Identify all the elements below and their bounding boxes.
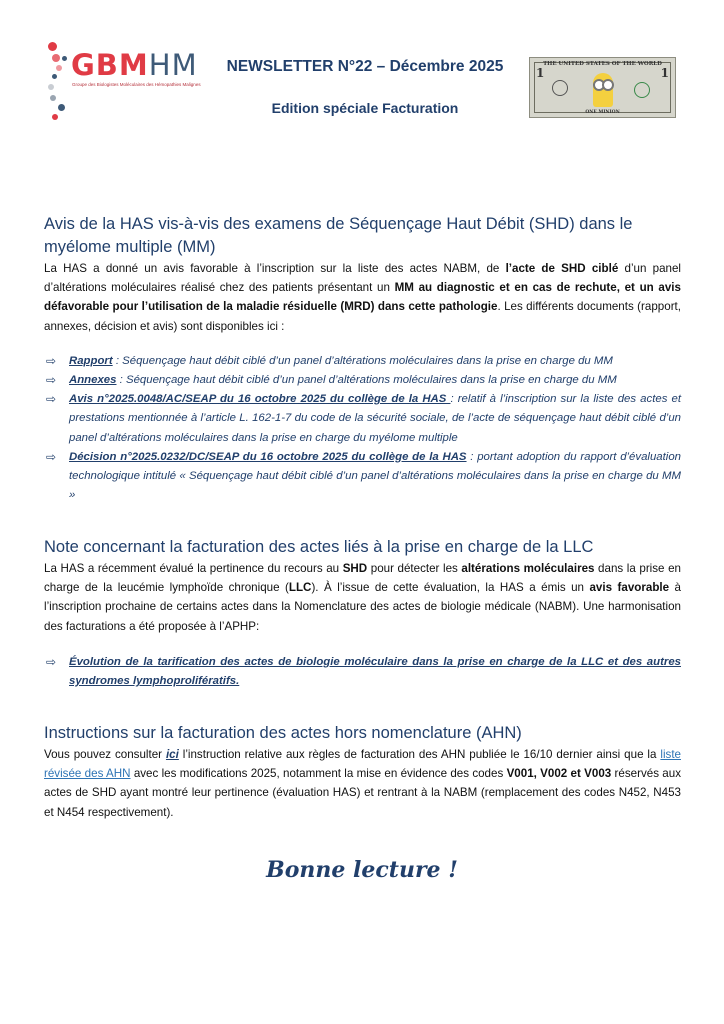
list-item: ⇨ Décision n°2025.0232/DC/SEAP du 16 octobre 2025 du collège de la HAS : portant adoption du rapport d’évaluation technologique intitulé « Séquençage haut débit ciblé d’un panel d’altérations moléculaires dans la prise en charge du MM »	[46, 449, 681, 502]
section-paragraph: Vous pouvez consulter ici l’instruction relative aux règles de facturation des AHN publiée le 16/10 dernier ainsi que la liste révisée des AHN avec les modifications 2025, notamment la mise en évidence des codes V001, V002 et V003 réservés aux actes de SHD ayant montré leur pertinence (évaluation HAS) et rentrant à la NABM (remplacement des codes N452, N453 et N454 respectivement).	[44, 748, 681, 819]
document-links-list	[44, 352, 681, 506]
section-paragraph: La HAS a donné un avis favorable à l’inscription sur la liste des actes NABM, de l’acte de SHD ciblé d’un panel d’altérations moléculaires réalisé chez des patients présentant un MM au diagnostic et en cas de rechute, et un avis défavorable pour l’utilisation de la maladie résiduelle (MRD) dans cette pathologie. Les différents documents (rapport, annexes, décision et avis) sont disponibles ici :	[44, 262, 681, 333]
list-item: ⇨ Rapport : Séquençage haut débit ciblé d’un panel d’altérations moléculaires dans la prise en charge du MM	[44, 352, 681, 371]
annexes-link[interactable]: Annexes	[69, 374, 117, 387]
section-heading: Note concernant la facturation des actes liés à la prise en charge de la LLC	[44, 538, 594, 556]
section-has-shd-mm	[44, 213, 681, 505]
section-ahn-instructions	[44, 722, 681, 822]
list-item: ⇨ Avis n°2025.0048/AC/SEAP du 16 octobre 2025 du collège de la HAS : relatif à l’inscription sur la liste des actes et prestations mentionnée à l’article L. 162-1-7 du code de la sécurité sociale, de l’acte de séquençage haut débit ciblé d’un panel d’altérations moléculaires dans la prise en charge du myélome multiple	[46, 392, 681, 444]
decision-link[interactable]: Décision n°2025.0232/DC/SEAP du 16 octobre 2025 du collège de la HAS	[69, 450, 467, 463]
right-arrow-outline-icon: ⇨	[46, 654, 57, 669]
right-arrow-outline-icon: ⇨	[46, 392, 57, 407]
llc-links-list	[44, 653, 681, 691]
avis-link[interactable]: Avis n°2025.0048/AC/SEAP du 16 octobre 2025 du collège de la HAS	[69, 393, 451, 406]
section-heading: Instructions sur la facturation des actes hors nomenclature (AHN)	[44, 724, 522, 742]
evolution-tarification-link[interactable]: Évolution de la tarification des actes de biologie moléculaire dans la prise en charge de la LLC et des autres syndromes lymphoprolifératifs.	[69, 655, 681, 688]
closing-message: Bonne lecture !	[266, 857, 458, 883]
rapport-link[interactable]: Rapport	[69, 354, 113, 367]
logo-wordmark: GBMHM	[71, 48, 198, 82]
right-arrow-outline-icon: ⇨	[46, 449, 57, 464]
ici-link[interactable]: ici	[165, 748, 179, 761]
section-paragraph: La HAS a récemment évalué la pertinence du recours au SHD pour détecter les altérations moléculaires dans la prise en charge de la leucémie lymphoïde chronique (LLC). À l’issue de cette évaluation, la HAS a émis un avis favorable à l’inscription prochaine de certains actes dans la Nomenclature des actes de biologie médicale (NABM). Une harmonisation des facturations a été proposée à l’APHP:	[44, 562, 681, 633]
newsletter-subtitle: Edition spéciale Facturation	[271, 100, 459, 116]
list-item	[44, 653, 681, 691]
minion-banknote-image: THE UNITED STATES OF THE WORLD 1 1 ONE MINION	[529, 57, 676, 118]
section-heading: Avis de la HAS vis-à-vis des examens de Séquençage Haut Débit (SHD) dans le myélome multiple (MM)	[44, 215, 633, 256]
liste-revisee-ahn-link[interactable]: liste révisée des AHN	[44, 748, 681, 781]
minion-icon	[593, 73, 613, 107]
right-arrow-outline-icon: ⇨	[46, 373, 57, 388]
newsletter-title: NEWSLETTER N°22 – Décembre 2025	[226, 58, 504, 75]
right-arrow-outline-icon: ⇨	[46, 353, 57, 368]
list-item: ⇨ Annexes : Séquençage haut débit ciblé d’un panel d’altérations moléculaires dans la prise en charge du MM	[44, 371, 681, 390]
logo-tagline: Groupe des Biologistes Moléculaires des Hémopathies Malignes	[72, 82, 201, 87]
gbmhm-logo	[40, 42, 210, 122]
section-llc-billing	[44, 536, 681, 691]
